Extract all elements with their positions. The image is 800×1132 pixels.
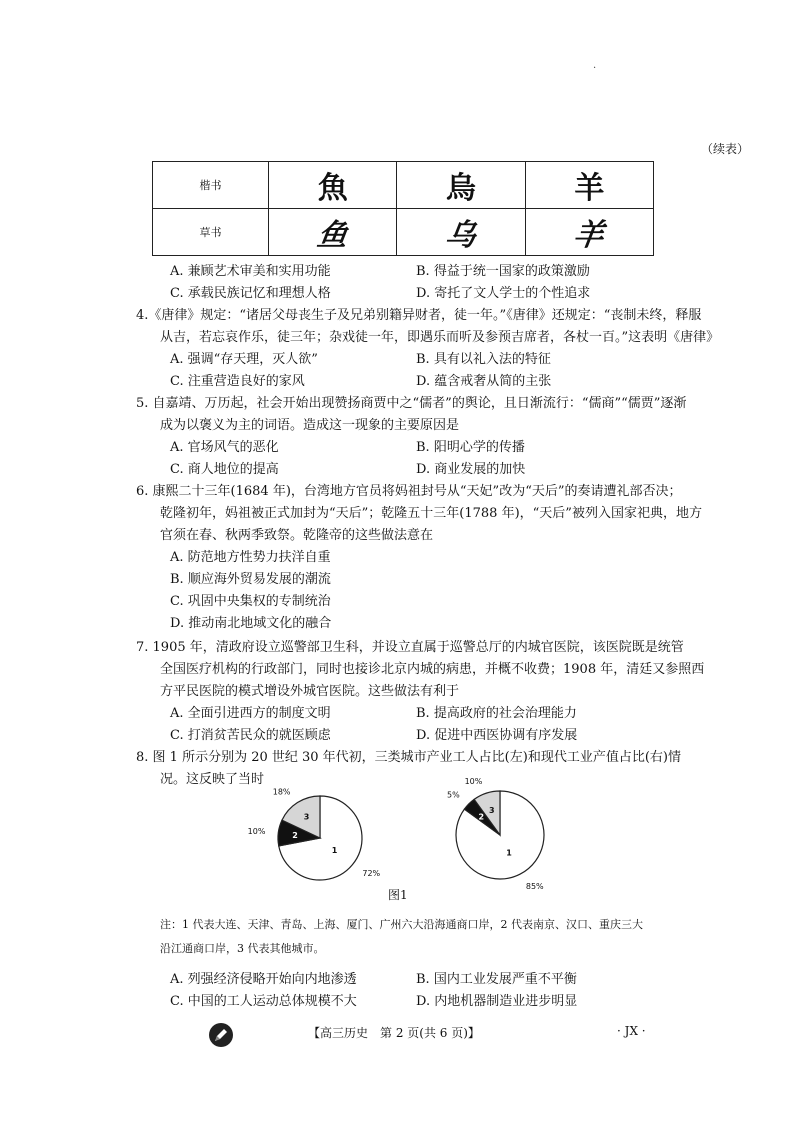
table-cell: 羊 bbox=[525, 162, 653, 209]
continued-label: （续表） bbox=[701, 142, 750, 156]
q7-stem-line2: 全国医疗机构的行政部门，同时也接诊北京内城的病患，并概不收费；1908 年，清廷又参照西 bbox=[160, 662, 705, 677]
q6-stem-line2: 乾隆初年，妈祖被正式加封为“天后”；乾隆五十三年(1788 年)，“天后”被列入国家祀典，地方 bbox=[160, 506, 702, 521]
pie-0-slice-label: 1 bbox=[331, 846, 338, 856]
q5-option-a: A. 官场风气的恶化 bbox=[170, 440, 279, 455]
q8-option-a: A. 列强经济侵略开始向内地渗透 bbox=[170, 972, 357, 987]
q4-option-b: B. 具有以礼入法的特征 bbox=[416, 352, 551, 367]
pie-0-slice-label: 3 bbox=[303, 812, 310, 822]
q7-option-c: C. 打消贫苦民众的就医顾虑 bbox=[170, 728, 331, 743]
table-cell: 烏 bbox=[397, 162, 525, 209]
q6-stem-line3: 官须在春、秋两季致祭。乾隆帝的这些做法意在 bbox=[160, 528, 434, 543]
q8-option-c: C. 中国的工人运动总体规模不大 bbox=[170, 994, 357, 1009]
table-cell: 羊 bbox=[525, 209, 653, 256]
pie-0-slice-label: 2 bbox=[292, 830, 298, 840]
table-cell: 魚 bbox=[269, 162, 397, 209]
q4-stem-line1: 4.《唐律》规定：“诸居父母丧生子及兄弟别籍异财者，徒一年。”《唐律》还规定：“丧制未终，释服 bbox=[136, 308, 702, 323]
q5-option-c: C. 商人地位的提高 bbox=[170, 462, 279, 477]
q7-stem-line3: 方平民医院的模式增设外城官医院。这些做法有利于 bbox=[160, 684, 460, 699]
row-label: 楷书 bbox=[153, 162, 269, 209]
q8-stem-line1: 8. 图 1 所示分别为 20 世纪 30 年代初，三类城市产业工人占比(左)和现代工业产值占比(右)情 bbox=[136, 750, 681, 765]
q6-option-c: C. 巩固中央集权的专制统治 bbox=[170, 594, 331, 609]
row-label: 草书 bbox=[153, 209, 269, 256]
q4-option-a: A. 强调“存天理，灭人欲” bbox=[170, 352, 318, 367]
q4-stem-line2: 从吉，若忘哀作乐，徒三年；杂戏徒一年，即遇乐而听及参预吉席者，各杖一百。”这表明《唐律》 bbox=[160, 330, 720, 345]
q8-option-d: D. 内地机器制造业进步明显 bbox=[416, 994, 578, 1009]
figure-caption: 图1 bbox=[388, 888, 408, 902]
q7-option-b: B. 提高政府的社会治理能力 bbox=[416, 706, 577, 721]
table-row bbox=[153, 209, 654, 256]
corner-mark: . bbox=[593, 60, 597, 71]
pie-0-pct-label: 72% bbox=[362, 869, 380, 879]
q4-option-c: C. 注重营造良好的家风 bbox=[170, 374, 305, 389]
pie-chart-output bbox=[420, 765, 570, 895]
q3-option-c: C. 承载民族记忆和理想人格 bbox=[170, 286, 331, 301]
q5-stem-line1: 5. 自嘉靖、万历起，社会开始出现赞扬商贾中之“儒者”的舆论，且日渐流行：“儒商”“儒贾”逐渐 bbox=[136, 396, 687, 411]
q6-option-d: D. 推动南北地域文化的融合 bbox=[170, 616, 332, 631]
pie-1-slice-label: 3 bbox=[489, 805, 495, 815]
pie-chart-workers bbox=[240, 778, 380, 893]
q7-option-a: A. 全面引进西方的制度文明 bbox=[170, 706, 331, 721]
q8-option-b: B. 国内工业发展严重不平衡 bbox=[416, 972, 577, 987]
pie-1-pct-label: 5% bbox=[446, 790, 460, 800]
q7-stem-line1: 7. 1905 年，清政府设立巡警部卫生科，并设立直属于巡警总厅的内城官医院，该医院既是统管 bbox=[136, 640, 684, 655]
q5-stem-line2: 成为以褒义为主的词语。造成这一现象的主要原因是 bbox=[160, 418, 460, 433]
page-footer-label: 【高三历史 第 2 页(共 6 页)】 bbox=[308, 1026, 480, 1040]
table-cell: 鱼 bbox=[269, 209, 397, 256]
pie-0-pct-label: 18% bbox=[272, 787, 291, 797]
pencil-icon bbox=[208, 1022, 234, 1048]
q3-option-b: B. 得益于统一国家的政策激励 bbox=[416, 264, 590, 279]
q6-option-b: B. 顺应海外贸易发展的潮流 bbox=[170, 572, 331, 587]
q8-stem-line2: 况。这反映了当时 bbox=[160, 772, 265, 787]
pie-1-slice-label: 1 bbox=[506, 848, 512, 858]
footer-code: · JX · bbox=[617, 1024, 646, 1038]
q6-option-a: A. 防范地方性势力扶洋自重 bbox=[170, 550, 331, 565]
pie-0-pct-label: 10% bbox=[247, 827, 266, 837]
figure-note: 注：1 代表大连、天津、青岛、上海、厦门、广州六大沿海通商口岸，2 代表南京、汉口、重庆三大沿江通商口岸，3 代表其他城市。 bbox=[160, 918, 643, 955]
q3-option-d: D. 寄托了文人学士的个性追求 bbox=[416, 286, 591, 301]
pie-1-slice-label: 2 bbox=[478, 812, 485, 822]
q5-option-b: B. 阳明心学的传播 bbox=[416, 440, 525, 455]
pie-1-pct-label: 10% bbox=[464, 776, 483, 786]
q7-option-d: D. 促进中西医协调有序发展 bbox=[416, 728, 578, 743]
script-comparison-table bbox=[152, 161, 654, 256]
table-cell: 乌 bbox=[397, 209, 525, 256]
q6-stem-line1: 6. 康熙二十三年(1684 年)，台湾地方官员将妈祖封号从“天妃”改为“天后”的奏请遭礼部否决； bbox=[136, 484, 682, 499]
q4-option-d: D. 蕴含戒奢从简的主张 bbox=[416, 374, 552, 389]
pie-1-pct-label: 85% bbox=[525, 881, 544, 891]
q3-option-a: A. 兼顾艺术审美和实用功能 bbox=[170, 264, 331, 279]
q5-option-d: D. 商业发展的加快 bbox=[416, 462, 526, 477]
table-row bbox=[153, 162, 654, 209]
